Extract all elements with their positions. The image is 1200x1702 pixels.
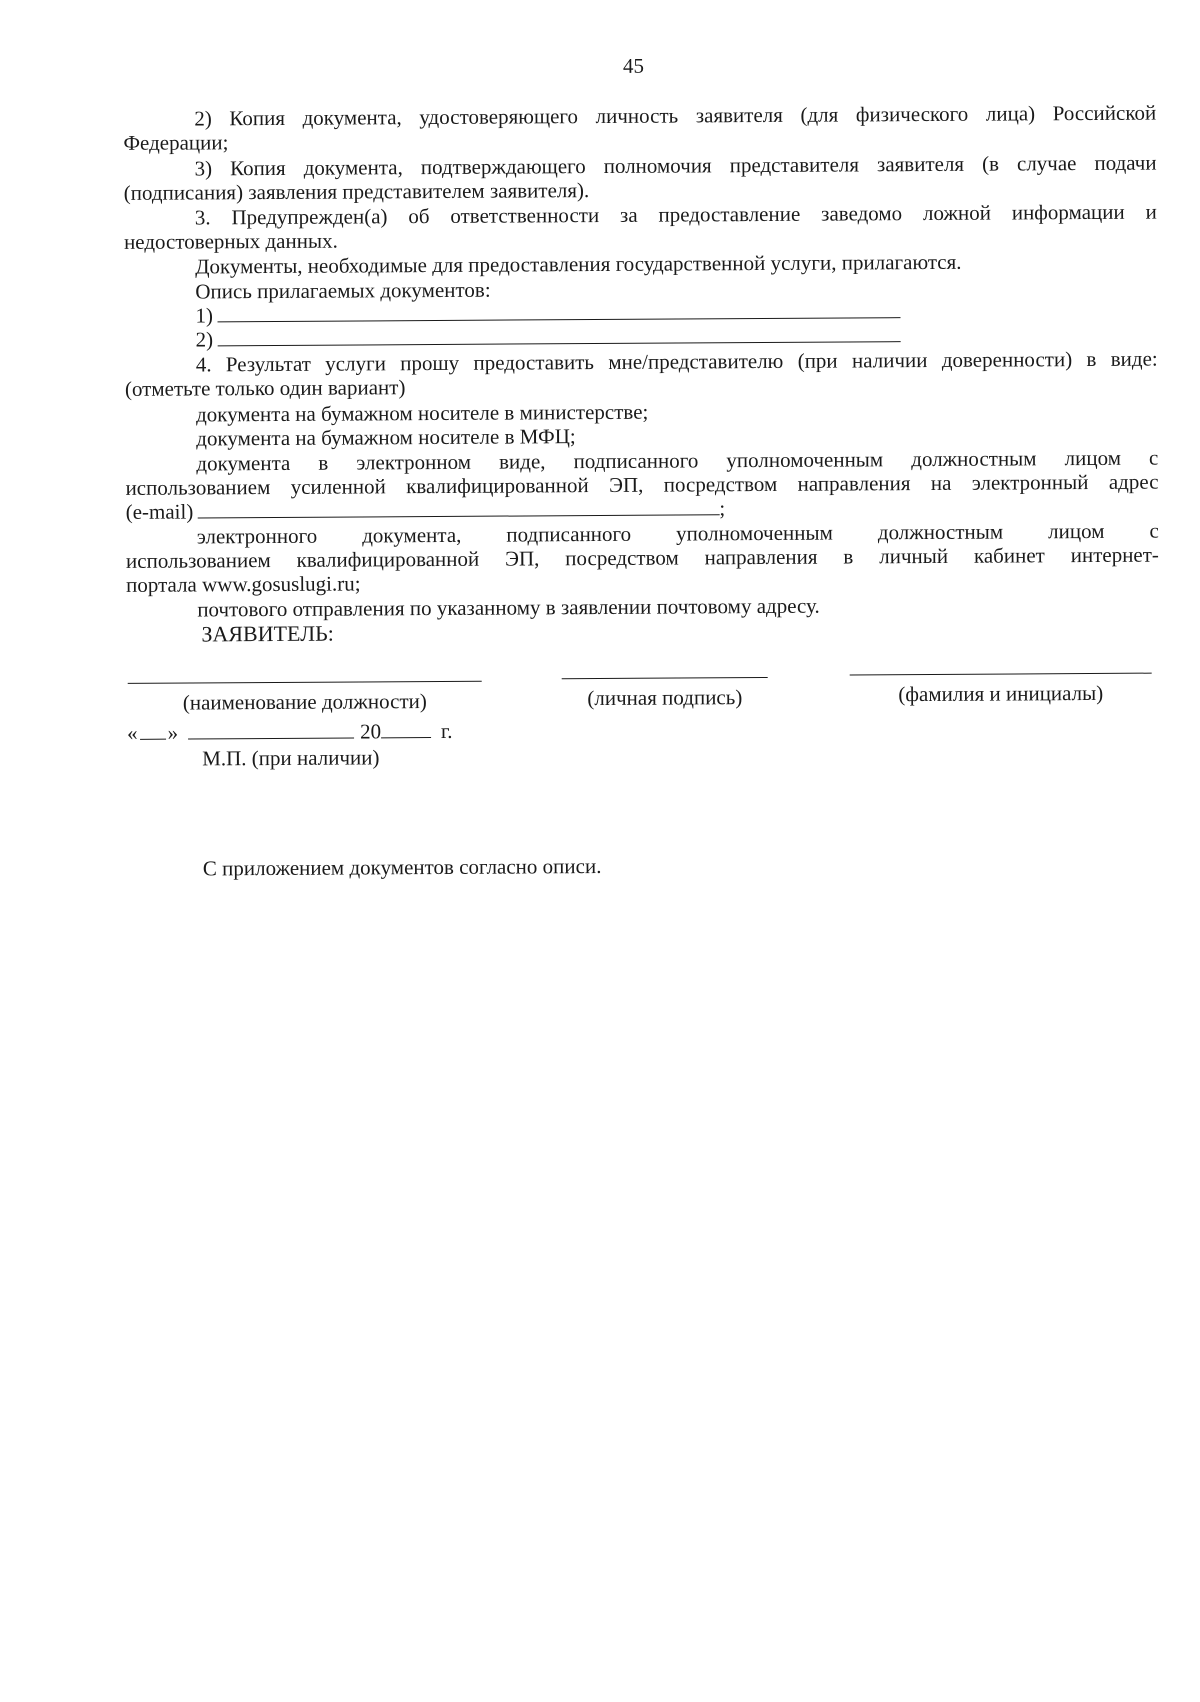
word: об bbox=[408, 204, 430, 229]
result-line-2: (отметьте только один вариант) bbox=[124, 375, 406, 401]
enclosure-note: С приложением документов согласно описи. bbox=[202, 854, 602, 881]
word: заявителя bbox=[876, 151, 965, 177]
date-line bbox=[127, 719, 453, 745]
word: 3. bbox=[194, 205, 211, 230]
page-number: 45 bbox=[622, 53, 645, 78]
word: подтверждающего bbox=[420, 154, 586, 180]
word: (для bbox=[800, 102, 839, 127]
inventory-title: Опись прилагаемых документов: bbox=[195, 277, 491, 304]
option-post: почтового отправления по указанному в заявлении почтовому адресу. bbox=[197, 593, 820, 622]
word: на bbox=[930, 470, 952, 495]
name-signature-line[interactable] bbox=[850, 673, 1152, 676]
word: лицом bbox=[1064, 445, 1122, 471]
position-signature-line[interactable] bbox=[128, 681, 482, 684]
paragraph-2-line-2: Федерации; bbox=[123, 130, 229, 155]
inventory-item-2 bbox=[196, 323, 901, 351]
word: (в bbox=[981, 151, 1000, 176]
word: мне/представителю bbox=[608, 348, 784, 374]
word: лицом bbox=[1048, 518, 1105, 544]
option-mfc: документа на бумажном носителе в МФЦ; bbox=[196, 424, 576, 451]
word: предоставить bbox=[473, 350, 595, 375]
word: Российской bbox=[1052, 100, 1157, 126]
word: виде: bbox=[1110, 346, 1158, 371]
inventory-item-2-number: 2) bbox=[195, 327, 214, 352]
word: документа, bbox=[303, 155, 403, 180]
option-email-line-3 bbox=[126, 496, 726, 524]
word: Предупрежден(а) bbox=[231, 204, 388, 230]
word: виде, bbox=[499, 449, 546, 474]
word: уполномоченным bbox=[726, 447, 884, 473]
word: представителя bbox=[729, 152, 860, 178]
word: направления bbox=[797, 471, 911, 496]
signature-caption: (личная подпись) bbox=[587, 685, 743, 711]
word: посредством bbox=[663, 471, 778, 497]
word: кабинет bbox=[973, 543, 1045, 568]
word: ЭП, bbox=[505, 546, 540, 571]
word: документа, bbox=[362, 522, 462, 548]
word: 3) bbox=[194, 156, 213, 181]
word: физического bbox=[855, 101, 969, 127]
paragraph-3-line-1 bbox=[195, 151, 1157, 181]
option-email-line-2 bbox=[125, 470, 1158, 500]
inventory-item-2-field[interactable] bbox=[217, 323, 900, 346]
email-address-field[interactable] bbox=[197, 496, 719, 518]
word: направления bbox=[704, 544, 818, 570]
word: доверенности) bbox=[941, 347, 1073, 372]
word: в bbox=[318, 450, 329, 475]
word: электронном bbox=[356, 449, 472, 475]
word: уполномоченным bbox=[676, 520, 833, 546]
word: 4. bbox=[195, 352, 212, 377]
word: удостоверяющего bbox=[419, 104, 579, 130]
word: и bbox=[1145, 199, 1157, 224]
date-open-quote: « bbox=[126, 720, 138, 745]
word: в bbox=[843, 544, 854, 569]
word: усиленной bbox=[290, 474, 386, 499]
word: квалифицированной bbox=[406, 473, 589, 499]
word: подачи bbox=[1094, 150, 1157, 175]
warning-line-2: недостоверных данных. bbox=[123, 228, 338, 254]
word: Копия bbox=[229, 105, 286, 131]
word: информации bbox=[1011, 199, 1125, 225]
date-century: 20 bbox=[359, 719, 382, 744]
word: предоставление bbox=[658, 201, 801, 227]
word: Копия bbox=[229, 155, 286, 181]
personal-signature-line[interactable] bbox=[562, 677, 768, 679]
date-close-quote: » bbox=[167, 720, 179, 745]
word: наличии bbox=[851, 347, 928, 373]
word: личность bbox=[595, 103, 679, 129]
word: ответственности bbox=[450, 203, 600, 228]
word: использованием bbox=[125, 475, 271, 500]
paragraph-2-line-1 bbox=[194, 101, 1156, 131]
word: должностным bbox=[877, 519, 1004, 545]
date-year-suffix: г. bbox=[440, 718, 453, 743]
word: ложной bbox=[922, 200, 992, 226]
option-portal-line-2 bbox=[126, 543, 1159, 573]
inventory-item-1-field[interactable] bbox=[217, 299, 900, 322]
word: электронный bbox=[971, 470, 1089, 495]
date-month-field[interactable] bbox=[188, 720, 354, 740]
word: за bbox=[619, 202, 638, 227]
word: с bbox=[1149, 518, 1159, 543]
word: полномочия bbox=[603, 153, 712, 178]
option-portal-line-3: портала www.gosuslugi.ru; bbox=[126, 571, 361, 597]
word: посредством bbox=[565, 545, 679, 571]
word: личный bbox=[879, 543, 949, 569]
word: с bbox=[1148, 445, 1159, 470]
word: подписанного bbox=[506, 521, 632, 547]
word: случае bbox=[1016, 151, 1077, 176]
inventory-item-1-number: 1) bbox=[195, 303, 214, 328]
result-line-1 bbox=[196, 347, 1158, 377]
word: должностным bbox=[911, 446, 1037, 472]
word: лица) bbox=[985, 101, 1036, 126]
word: (при bbox=[797, 348, 838, 373]
word: интернет- bbox=[1070, 542, 1159, 568]
option-ministry: документа на бумажном носителе в министерстве; bbox=[196, 399, 649, 427]
word: прошу bbox=[400, 350, 460, 376]
word: электронного bbox=[196, 523, 318, 549]
word: 2) bbox=[194, 106, 212, 131]
paragraph-3-line-2: (подписания) заявления представителем заявителя). bbox=[123, 178, 590, 205]
name-caption: (фамилия и инициалы) bbox=[898, 680, 1104, 707]
seal-note: М.П. (при наличии) bbox=[202, 745, 380, 771]
word: квалифицированной bbox=[296, 546, 480, 572]
word: Результат bbox=[225, 351, 311, 377]
word: в bbox=[1086, 346, 1097, 372]
word: адрес bbox=[1108, 469, 1159, 494]
email-suffix: ; bbox=[719, 496, 726, 521]
documents-attached-text: Документы, необходимые для предоставления государственной услуги, прилагаются. bbox=[195, 249, 962, 279]
word: документа, bbox=[302, 105, 402, 130]
word: заведомо bbox=[821, 201, 903, 226]
word: использованием bbox=[125, 548, 271, 573]
date-year-field[interactable] bbox=[381, 719, 431, 738]
warning-line-1 bbox=[195, 200, 1157, 230]
word: заявителя bbox=[695, 102, 783, 128]
word: ЭП, bbox=[609, 472, 644, 497]
word: документа bbox=[196, 450, 291, 476]
applicant-label: ЗАЯВИТЕЛЬ: bbox=[201, 620, 334, 647]
email-prefix: (e-mail) bbox=[125, 499, 194, 524]
word: подписанного bbox=[573, 448, 699, 474]
position-caption: (наименование должности) bbox=[182, 689, 427, 715]
word: услуги bbox=[325, 351, 386, 376]
date-day-field[interactable] bbox=[139, 721, 165, 740]
